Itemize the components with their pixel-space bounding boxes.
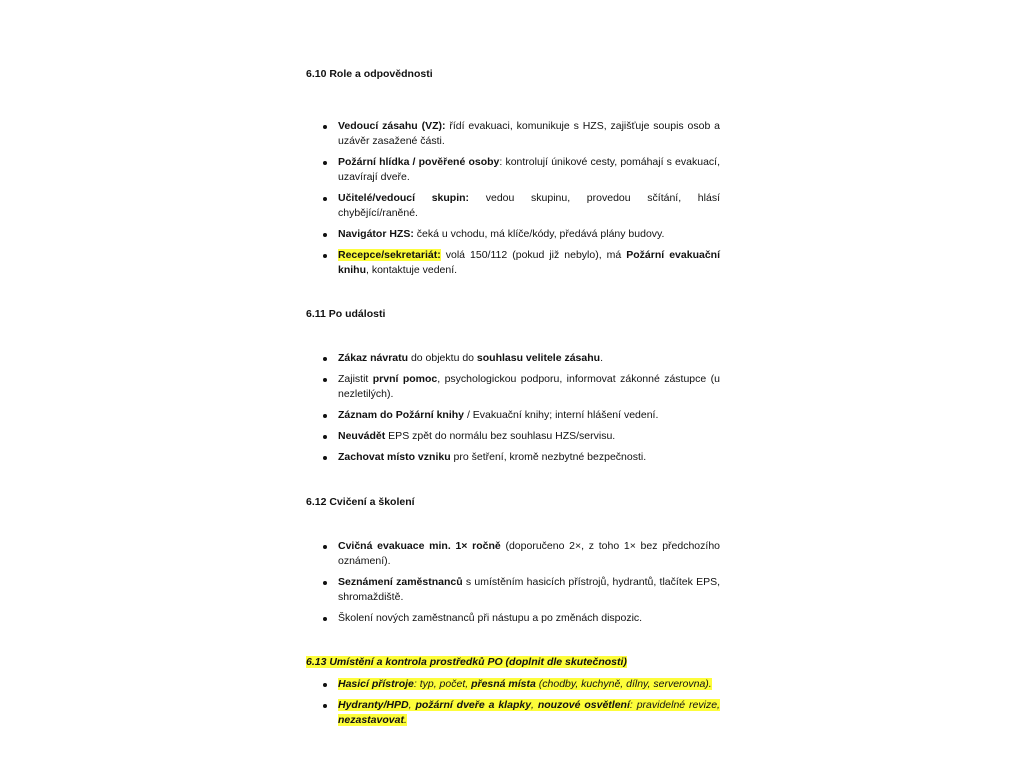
bullet-icon: [323, 456, 327, 460]
list-6-13: [306, 677, 720, 728]
item-bold: Zákaz návratu: [338, 352, 409, 364]
bullet-icon: [323, 357, 327, 361]
item-bold: nouzové osvětlení: [537, 699, 630, 711]
item-bold: požární dveře a klapky: [415, 699, 532, 711]
role-description-end: , kontaktuje vedení.: [366, 264, 458, 276]
item-text: , psychologickou podporu, informovat zákonné zástupce (u nezletilých).: [338, 373, 720, 400]
list-item: [306, 429, 720, 444]
document-content: [306, 67, 720, 728]
item-bold: Cvičná evakuace min. 1× ročně: [338, 540, 501, 552]
list-item: [306, 539, 720, 569]
item-text: : pravidelné revize,: [629, 699, 720, 711]
section-heading-6-12: 6.12 Cvičení a školení: [306, 496, 415, 508]
bullet-icon: [323, 581, 327, 585]
item-text: : typ, počet,: [413, 678, 472, 690]
section-heading-6-13: [306, 655, 720, 670]
role-name: Učitelé/vedoucí skupin:: [338, 192, 470, 204]
bullet-icon: [323, 378, 327, 382]
item-text: .: [403, 714, 407, 726]
list-6-10: [306, 119, 720, 278]
bullet-icon: [323, 545, 327, 549]
item-text: / Evakuační knihy; interní hlášení vedení.: [464, 409, 659, 421]
role-description: čeká u vchodu, má klíče/kódy, předává plány budovy.: [413, 228, 665, 240]
list-item: [306, 372, 720, 402]
item-bold: Hydranty/HPD: [338, 699, 409, 711]
item-bold: Záznam do Požární knihy: [338, 409, 465, 421]
list-item: [306, 698, 720, 728]
bullet-icon: [323, 197, 327, 201]
item-bold: nezastavovat: [338, 714, 404, 726]
bullet-icon: [323, 683, 327, 687]
role-name-highlighted: Recepce/sekretariát:: [338, 249, 441, 261]
item-text: s umístěním hasicích přístrojů, hydrantů, tlačítek EPS, shromaždiště.: [338, 576, 720, 603]
item-bold: přesná místa: [471, 678, 536, 690]
item-text: Školení nových zaměstnanců při nástupu a po změnách dispozic.: [338, 612, 643, 624]
list-item: [306, 191, 720, 221]
list-6-12: [306, 539, 720, 626]
item-text: (doporučeno 2×, z toho 1× bez předchozího oznámení).: [338, 540, 720, 567]
item-bold: Seznámení zaměstnanců: [338, 576, 463, 588]
bullet-icon: [323, 414, 327, 418]
item-text: pro šetření, kromě nezbytné bezpečnosti.: [450, 451, 647, 463]
list-item: [306, 227, 720, 242]
item-bold: Zachovat místo vzniku: [338, 451, 451, 463]
list-item: [306, 155, 720, 185]
list-item: [306, 351, 720, 366]
bullet-icon: [323, 617, 327, 621]
item-text: do objektu do: [408, 352, 477, 364]
item-text: EPS zpět do normálu bez souhlasu HZS/servisu.: [385, 430, 616, 442]
item-text: ,: [408, 699, 416, 711]
bullet-icon: [323, 161, 327, 165]
list-item: [306, 575, 720, 605]
list-6-11: [306, 351, 720, 465]
item-bold: první pomoc: [372, 373, 438, 385]
role-name: Navigátor HZS:: [338, 228, 414, 240]
list-item: [306, 677, 720, 692]
list-item: [306, 450, 720, 465]
role-description: : kontrolují únikové cesty, pomáhají s evakuací, uzavírají dveře.: [338, 156, 720, 183]
section-heading-6-13-text: 6.13 Umístění a kontrola prostředků PO (doplnit dle skutečnosti): [306, 656, 627, 668]
role-description: volá 150/112 (pokud již nebylo), má: [440, 249, 627, 261]
list-item: [306, 408, 720, 423]
list-item: [306, 119, 720, 149]
bullet-icon: [323, 254, 327, 258]
item-text: .: [600, 352, 603, 364]
item-bold: souhlasu velitele zásahu: [476, 352, 601, 364]
role-description: řídí evakuaci, komunikuje s HZS, zajišťuje soupis osob a uzávěr zasažené části.: [338, 120, 720, 147]
book-name: Požární evakuační knihu: [338, 249, 720, 276]
bullet-icon: [323, 704, 327, 708]
role-description: vedou skupinu, provedou sčítání, hlásí chybějící/raněné.: [338, 192, 720, 219]
role-name: Požární hlídka / pověřené osoby: [338, 156, 500, 168]
item-bold: Neuvádět: [338, 430, 386, 442]
item-text: ,: [531, 699, 538, 711]
list-item: [306, 248, 720, 278]
bullet-icon: [323, 435, 327, 439]
list-item: [306, 611, 720, 626]
role-name: Vedoucí zásahu (VZ):: [338, 120, 446, 132]
section-heading-6-10: 6.10 Role a odpovědnosti: [306, 68, 433, 80]
section-heading-6-11: 6.11 Po události: [306, 308, 386, 320]
item-text: (chodby, kuchyně, dílny, serverovna).: [535, 678, 712, 690]
bullet-icon: [323, 233, 327, 237]
bullet-icon: [323, 125, 327, 129]
item-text: Zajistit: [338, 373, 373, 385]
item-bold: Hasicí přístroje: [338, 678, 414, 690]
